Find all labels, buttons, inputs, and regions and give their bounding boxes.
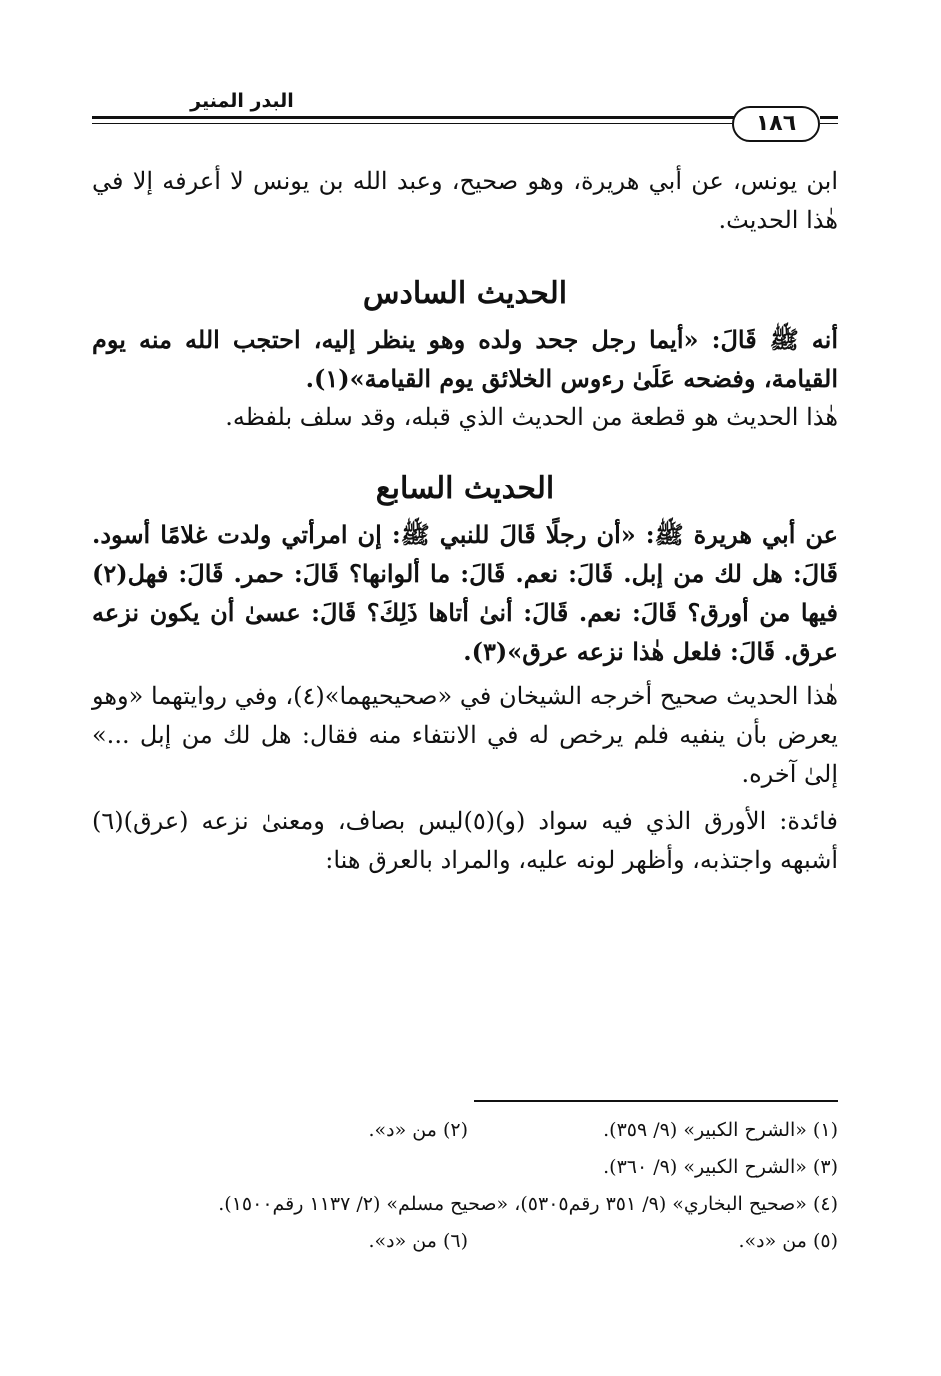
footnote-separator: [474, 1100, 838, 1102]
footnotes: [92, 1112, 838, 1260]
paragraph-intro: ابن يونس، عن أبي هريرة، وهو صحيح، وعبد الله بن يونس لا أعرفه إلا في هٰذا الحديث.: [92, 167, 838, 234]
hadith-six-text: أنه ﷺ قَالَ: «أيما رجل جحد ولده وهو ينظر إليه، احتجب الله منه يوم القيامة، وفضحه عَلَىٰ رءوس الخلائق يوم القيامة»(١).: [92, 325, 838, 393]
page-number: ١٨٦: [732, 106, 820, 142]
footnote-3: (٣) «الشرح الكبير» (٩/ ٣٦٠).: [603, 1156, 838, 1178]
main-text: [92, 162, 838, 880]
footnote-6: (٦) من «د».: [368, 1230, 468, 1252]
header-rule-thick-end: [820, 116, 838, 119]
header-rule-thick: [92, 116, 772, 119]
hadith-six-commentary: هٰذا الحديث هو قطعة من الحديث الذي قبله، وقد سلف بلفظه.: [225, 403, 838, 431]
footnote-1: (١) «الشرح الكبير» (٩/ ٣٥٩).: [603, 1119, 838, 1141]
footnote-4: (٤) «صحيح البخاري» (٩/ ٣٥١ رقم٥٣٠٥)، «صحيح مسلم» (٢/ ١١٣٧ رقم١٥٠٠).: [218, 1193, 838, 1215]
header-double-rule: [92, 116, 838, 136]
footnote-row: [92, 1223, 838, 1260]
hadith-seven-takhrij: هٰذا الحديث صحيح أخرجه الشيخان في «صحيحيهما»(٤)، وفي روايتهما «وهو يعرض بأن ينفيه فلم يرخص له في الانتفاء منه فقال: هل لك من إبل ...» إلىٰ آخره.: [92, 682, 838, 788]
hadith-seven-text: عن أبي هريرة ﷺ: «أن رجلًا قَالَ للنبي ﷺ: إن امرأتي ولدت غلامًا أسود. قَالَ: هل لك من إبل. قَالَ: نعم. قَالَ: ما ألوانها؟ قَالَ: حمر. قَالَ: فهل(٢) فيها من أورق؟ قَالَ: نعم. قَالَ: أنىٰ أتاها ذَلِكَ؟ قَالَ: عسىٰ أن يكون نزعه عرق. قَالَ: فلعل هٰذا نزعه عرق»(٣).: [92, 520, 838, 666]
footnote-row: [92, 1149, 838, 1186]
footnote-2: (٢) من «د».: [368, 1119, 468, 1141]
section-heading-sixth-hadith: الحديث السادس: [362, 276, 568, 311]
running-header: [92, 86, 838, 150]
section-heading-seventh-hadith: الحديث السابع: [375, 471, 555, 506]
benefit-note: فائدة: الأورق الذي فيه سواد (و)(٥)ليس بصاف، ومعنىٰ نزعه (عرق)(٦) أشبهه واجتذبه، وأظهر لونه عليه، والمراد بالعرق هنا:: [92, 807, 838, 874]
book-title: البدر المنير: [190, 90, 294, 112]
footnote-row: [92, 1112, 838, 1149]
header-rule-thin: [92, 123, 732, 124]
footnote-5: (٥) من «د».: [738, 1230, 838, 1252]
header-rule-thin-end: [820, 123, 838, 124]
